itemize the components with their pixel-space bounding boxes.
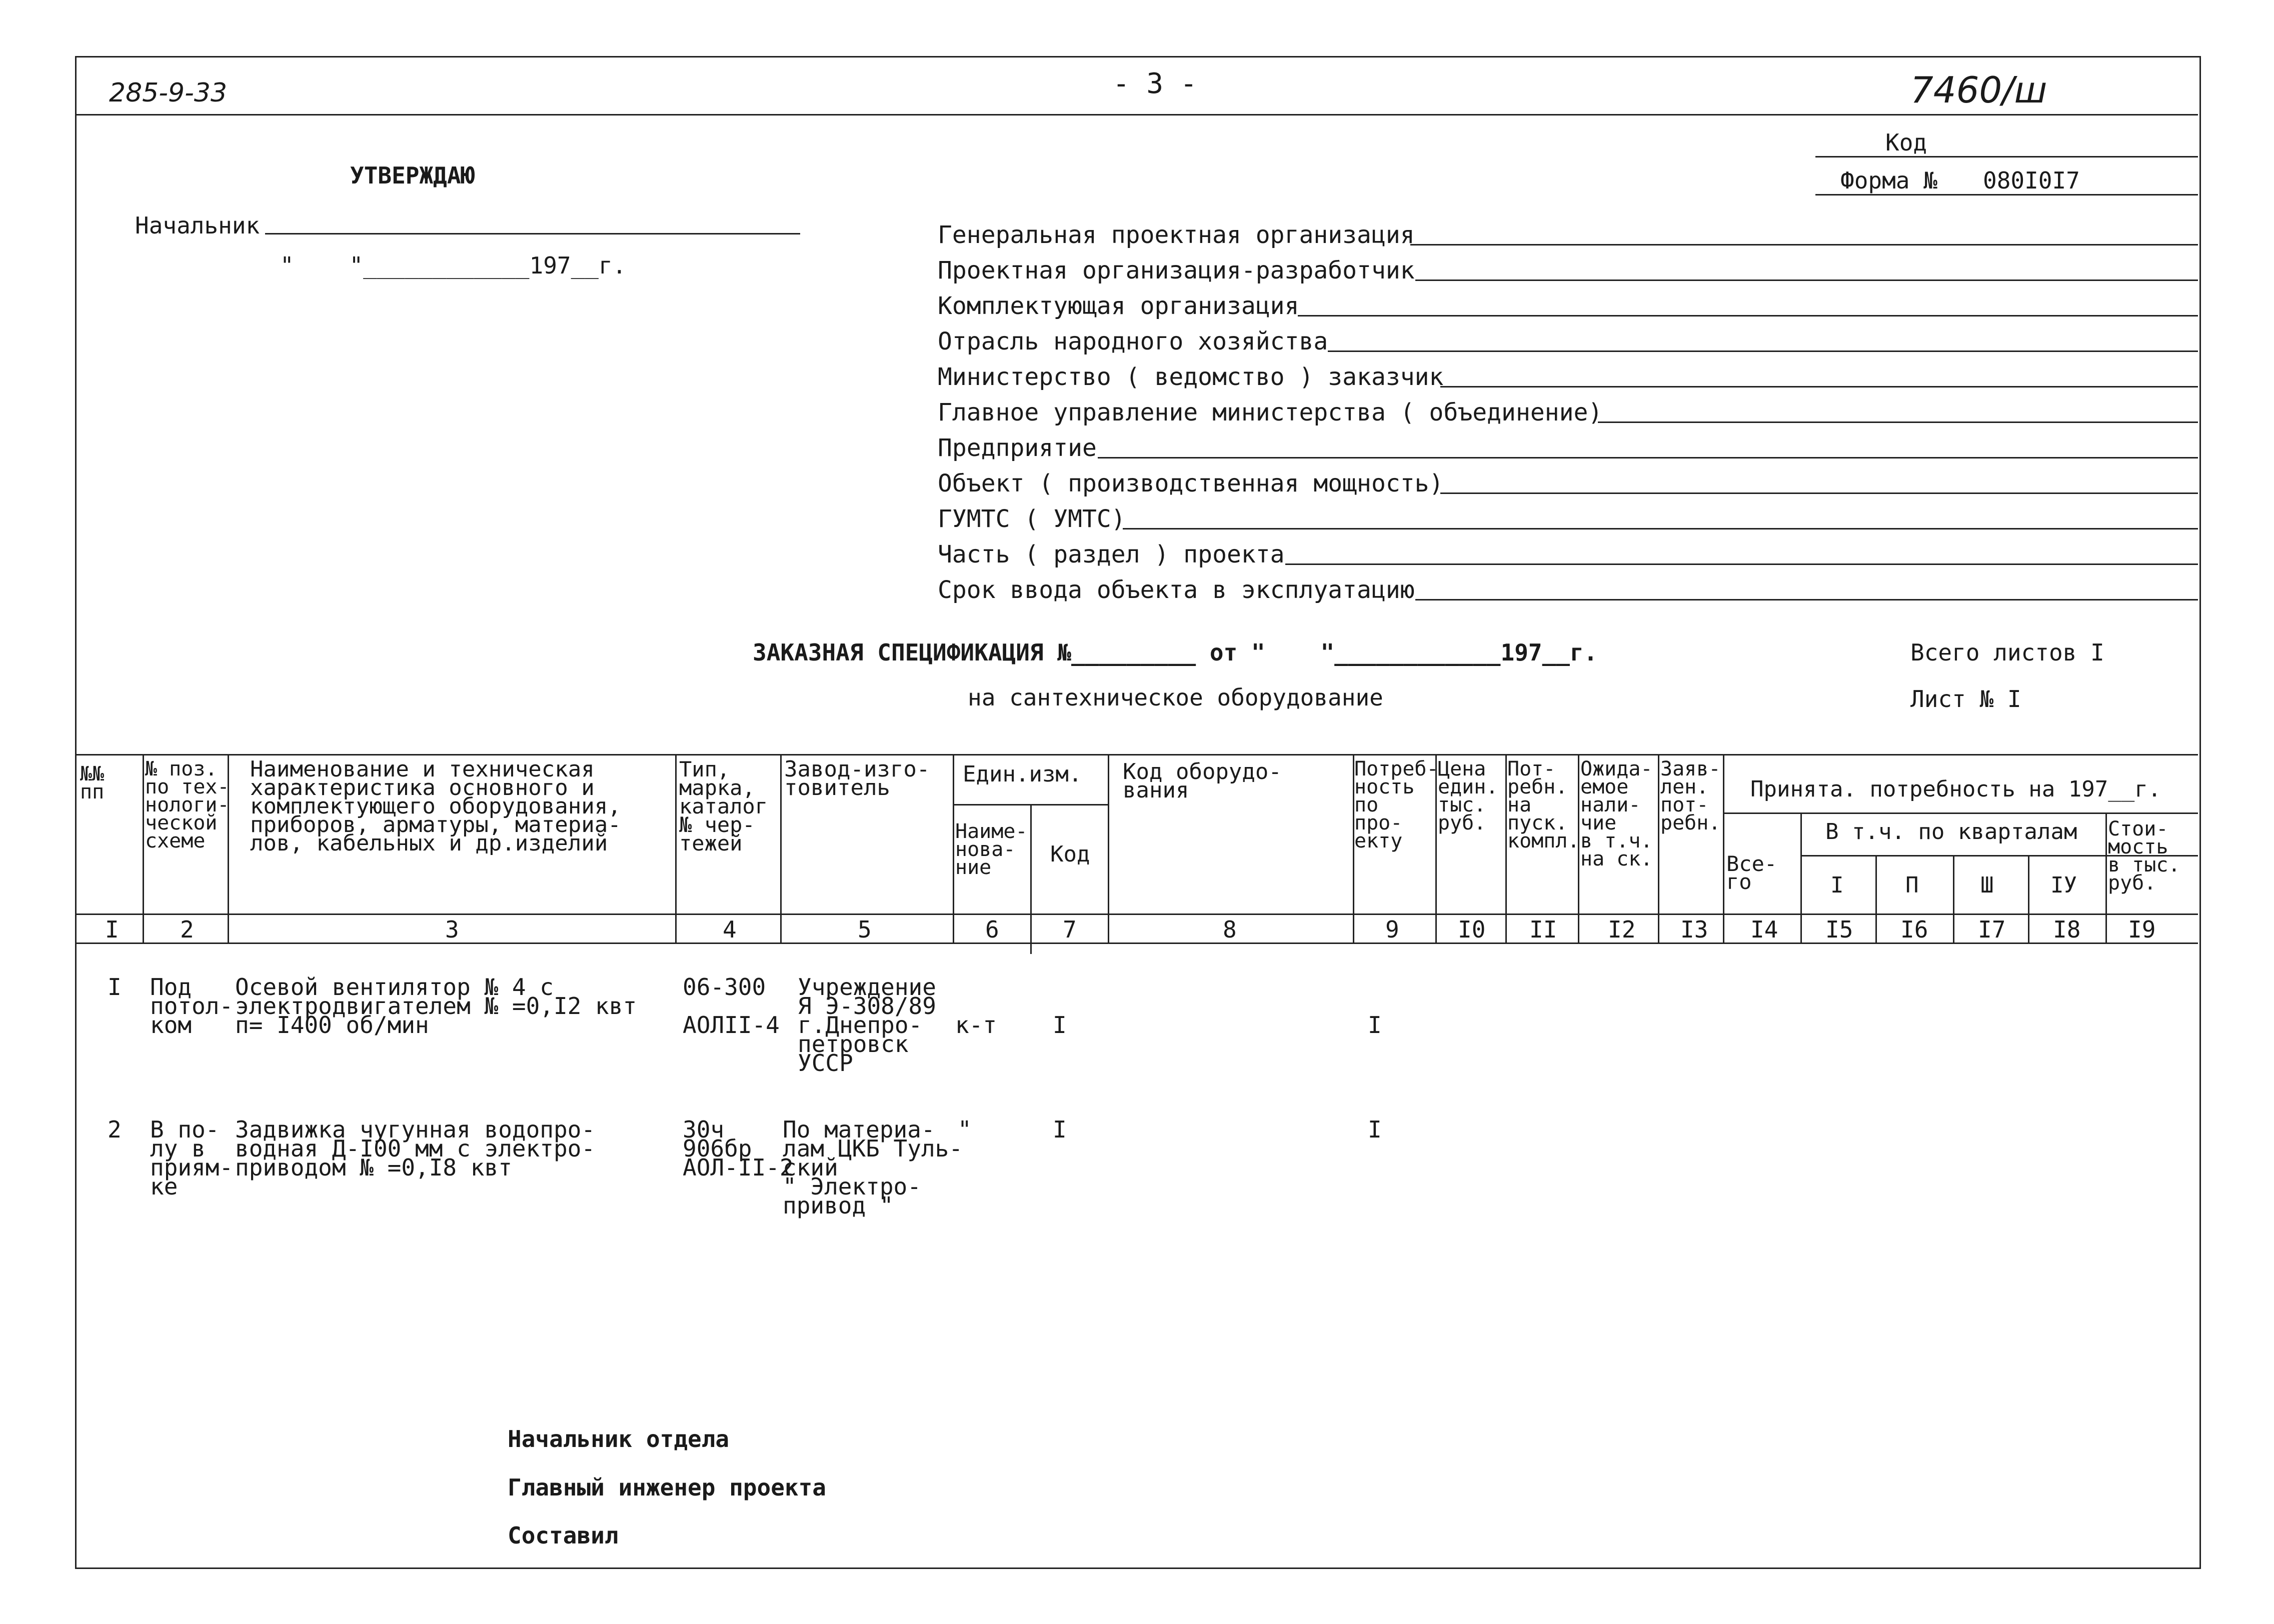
row-unit: ": [958, 1116, 972, 1143]
col-rule: [1800, 812, 1802, 942]
col-rule: [2028, 855, 2029, 942]
org-field-line: [1123, 528, 2198, 530]
col-number: II: [1529, 916, 1557, 943]
col-rule: [1875, 855, 1877, 942]
col-rule: [953, 754, 954, 942]
col-number: 4: [723, 916, 737, 943]
col-number: I9: [2128, 916, 2156, 943]
col-number: I2: [1608, 916, 1636, 943]
org-field-label: Комплектующая организация: [938, 292, 1299, 320]
code-label: Код: [1885, 129, 1927, 156]
row-position: В по- лу в приям- ке: [150, 1116, 234, 1200]
row-maker: Учреждение Я Э-308/89 г.Днепро- петровск УССР: [798, 974, 936, 1076]
header-c10: Цена един. тыс. руб.: [1438, 758, 1498, 834]
header-accepted: Принята. потребность на 197__г.: [1750, 776, 2161, 802]
header-c2: № поз. по тех- нологи- ческой схеме: [145, 758, 230, 852]
header-c18: IУ: [2050, 872, 2077, 898]
approval-title: УТВЕРЖДАЮ: [350, 162, 475, 189]
row-number: I: [108, 974, 122, 1000]
org-field-label: ГУМТС ( УМТС): [938, 505, 1126, 533]
row-unit-code: I: [1053, 1116, 1067, 1143]
header-c3: Наименование и техническая характеристика основного и комплектующего оборудования, приборов, арматуры, материа- лов, кабельных и др.изделий: [250, 756, 621, 856]
row-unit: к-т: [955, 1012, 997, 1038]
header-c14: Все- го: [1726, 852, 1777, 894]
archive-number: 7460/ш: [1910, 69, 2047, 111]
col-rule: [1658, 754, 1659, 942]
col-number: I6: [1900, 916, 1928, 943]
header-c7: Код: [1050, 842, 1090, 867]
signature-chief-engineer: Главный инженер проекта: [508, 1474, 826, 1501]
col-rule: [143, 754, 144, 942]
chief-label: Начальник: [135, 212, 260, 239]
col-number: I0: [1458, 916, 1486, 943]
row-position: Под потол- ком: [150, 974, 234, 1038]
row-number: 2: [108, 1116, 122, 1143]
form-number: 080I0I7: [1983, 167, 2080, 194]
org-field-label: Проектная организация-разработчик: [938, 256, 1415, 284]
header-c19: Стои- мость в тыс. руб.: [2108, 818, 2180, 894]
col-rule: [780, 754, 782, 942]
doc-number: 285-9-33: [109, 78, 228, 108]
col-number: I5: [1825, 916, 1853, 943]
org-field-line: [1285, 564, 2198, 565]
org-field-label: Главное управление министерства ( объединение): [938, 398, 1603, 426]
accepted-subrule: [1723, 812, 2198, 814]
header-c17: Ш: [1980, 872, 1994, 898]
col-number: I3: [1680, 916, 1708, 943]
col-rule: [1953, 855, 1954, 942]
header-c12: Ожида- емое нали- чие в т.ч. на ск.: [1580, 758, 1653, 870]
org-field-line: [1328, 350, 2198, 352]
col-rule: [1505, 754, 1507, 942]
org-field-line: [1598, 422, 2198, 423]
total-sheets: Всего листов I: [1910, 639, 2104, 666]
col-number: 6: [985, 916, 999, 943]
header-c67: Един.изм.: [963, 762, 1082, 787]
row-unit-code: I: [1053, 1012, 1067, 1038]
col-rule: [1030, 804, 1032, 954]
row-need: I: [1368, 1116, 1382, 1143]
header-c6: Наиме- нова- ние: [955, 820, 1028, 879]
page-number: - 3 -: [1113, 68, 1197, 100]
header-c15: I: [1830, 872, 1844, 898]
org-field-line: [1415, 280, 2198, 281]
code-underline: [1815, 156, 2198, 158]
signature-compiler: Составил: [508, 1522, 619, 1549]
col-number: I: [105, 916, 119, 943]
header-c5: Завод-изго- товитель: [784, 756, 930, 800]
col-number: 2: [180, 916, 194, 943]
col-number: I8: [2053, 916, 2081, 943]
org-field-label: Генеральная проектная организация: [938, 221, 1415, 249]
col-number: 9: [1385, 916, 1399, 943]
row-name: Задвижка чугунная водопро- водная Д-I00 мм с электро- приводом № =0,I8 квт: [235, 1116, 596, 1181]
header-c4: Тип, марка, каталог № чер- тежей: [679, 757, 768, 856]
org-field-line: [1298, 315, 2198, 316]
org-field-label: Отрасль народного хозяйства: [938, 328, 1328, 356]
header-c8: Код оборудо- вания: [1123, 759, 1282, 803]
chief-signature-line: [265, 233, 800, 234]
sheet-number: Лист № I: [1910, 686, 2021, 712]
header-number-rule: [75, 914, 2198, 915]
header-c13: Заяв- лен. пот- ребн.: [1660, 758, 1721, 834]
col-rule: [1108, 754, 1109, 942]
org-field-line: [1415, 599, 2198, 600]
approval-date: " "____________197__г.: [280, 252, 627, 279]
col-number: 3: [445, 916, 459, 943]
col-number: 7: [1063, 916, 1077, 943]
org-field-label: Часть ( раздел ) проекта: [938, 540, 1285, 568]
signature-dept-head: Начальник отдела: [508, 1426, 730, 1452]
row-name: Осевой вентилятор № 4 с электродвигателем № =0,I2 квт п= I400 об/мин: [235, 974, 637, 1038]
row-maker: По материа- лам ЦКБ Туль- ский " Электро- привод ": [783, 1116, 963, 1219]
row-need: I: [1368, 1012, 1382, 1038]
header-c11: Пот- ребн. на пуск. компл.: [1507, 758, 1580, 852]
col-number: 8: [1223, 916, 1237, 943]
org-field-line: [1440, 386, 2198, 388]
header-c16: П: [1905, 872, 1919, 898]
org-field-line: [1410, 244, 2198, 246]
header-c1: №№ пп: [80, 762, 105, 804]
org-field-label: Срок ввода объекта в эксплуатацию: [938, 576, 1415, 604]
col-rule: [675, 754, 677, 942]
form-underline: [1815, 194, 2198, 196]
row-type: 06-300 АОЛII-4: [683, 974, 780, 1038]
col-number: 5: [858, 916, 872, 943]
table-top-rule: [75, 754, 2198, 756]
col-number: I7: [1978, 916, 2006, 943]
header-c9: Потреб- ность по про- екту: [1354, 758, 1439, 852]
header-bottom-rule: [75, 942, 2198, 944]
org-field-label: Предприятие: [938, 434, 1097, 462]
row-type: 30ч 906бр АОЛ-II-2: [683, 1116, 794, 1181]
org-field-line: [1098, 457, 2198, 458]
spec-title: ЗАКАЗНАЯ СПЕЦИФИКАЦИЯ №_________ от " "____________197__г.: [753, 639, 1598, 666]
org-field-line: [1440, 492, 2198, 494]
header-quarters: В т.ч. по кварталам: [1825, 819, 2077, 844]
org-field-label: Объект ( производственная мощность): [938, 470, 1444, 498]
spec-subtitle: на сантехническое оборудование: [968, 684, 1383, 711]
org-field-label: Министерство ( ведомство ) заказчик: [938, 363, 1444, 391]
col-number: I4: [1750, 916, 1778, 943]
header-divider: [75, 114, 2198, 116]
form-label: Форма №: [1840, 167, 1937, 194]
col-rule: [2105, 812, 2107, 942]
col-rule: [1723, 754, 1724, 942]
